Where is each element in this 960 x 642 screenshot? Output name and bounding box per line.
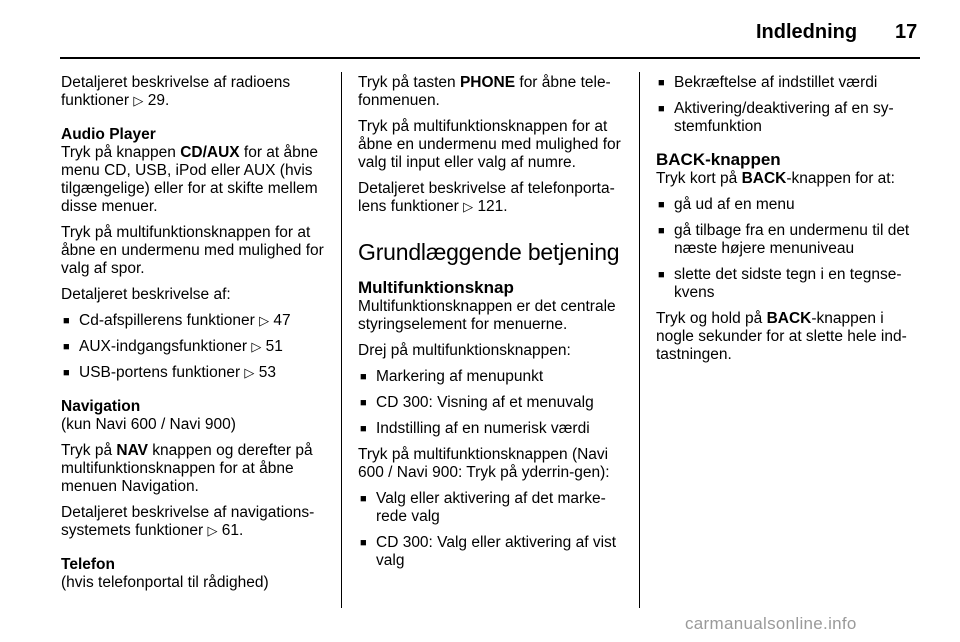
multifunction-paragraph-1: Multifunktionsknappen er det centrale styringselement for menuerne. [358, 298, 616, 333]
multifunction-paragraph-2: Drej på multifunktionsknappen: [358, 342, 571, 359]
watermark: carmanualsonline.info [685, 614, 857, 633]
nav-key: NAV [116, 442, 148, 459]
phone-paragraph-3: Detaljeret beskrivelse af telefonporta-lens funktioner ▷ 121. [358, 180, 615, 215]
multifunction-heading: Multifunktionsknap [358, 278, 514, 297]
phone-paragraph-1: Tryk på tasten PHONE for åbne tele-fonmenuen. [358, 74, 611, 109]
list-item: ■ CD 300: Valg eller aktivering af vist valg [358, 534, 626, 570]
list-item: ■ AUX-indgangsfunktioner ▷ 51 [61, 338, 329, 356]
reference-arrow-icon: ▷ [207, 523, 218, 538]
list-item: ■ Cd-afspillerens funktioner ▷ 47 [61, 312, 329, 330]
list-item: ■ Bekræftelse af indstillet værdi [656, 74, 924, 92]
navigation-heading: Navigation [61, 398, 141, 415]
phone-key: PHONE [459, 74, 516, 91]
telefon-subtitle: (hvis telefonportal til rådighed) [61, 574, 269, 591]
list-item: ■ CD 300: Visning af et menuvalg [358, 394, 626, 412]
navigation-paragraph-2: Detaljeret beskrivelse af navigations-systemets funktioner ▷ 61. [61, 504, 315, 539]
header-rule [60, 57, 920, 59]
reference-arrow-icon: ▷ [133, 93, 144, 108]
chapter-title: Indledning [756, 21, 858, 43]
column-divider-2 [639, 72, 640, 608]
list-item: ■ slette det sidste tegn i en tegnse-kvens [656, 266, 924, 302]
page-number: 17 [895, 21, 918, 43]
back-heading: BACK-knappen [656, 150, 781, 169]
press-list [358, 490, 626, 570]
intro-paragraph: Detaljeret beskrivelse af radioens funktioner ▷ 29. [61, 74, 291, 109]
audio-paragraph-3: Detaljeret beskrivelse af: [61, 286, 231, 303]
phone-paragraph-2: Tryk på multifunktionsknappen for at åbne en undermenu med mulighed for valg til input eller valg af numre. [358, 118, 621, 171]
navigation-paragraph-1: Tryk på NAV knappen og derefter på multifunktionsknappen for at åbne menuen Navigation. [61, 442, 313, 495]
list-item: ■ Valg eller aktivering af det marke-rede valg [358, 490, 626, 526]
column-divider-1 [341, 72, 342, 608]
reference-arrow-icon: ▷ [463, 199, 474, 214]
list-item: ■ Markering af menupunkt [358, 368, 626, 386]
reference-arrow-icon: ▷ [244, 365, 255, 380]
telefon-heading: Telefon [61, 556, 115, 573]
column-2 [358, 74, 626, 578]
back-list [656, 196, 924, 302]
navigation-subtitle: (kun Navi 600 / Navi 900) [61, 416, 236, 433]
list-item: ■ gå ud af en menu [656, 196, 924, 214]
column-3 [656, 74, 924, 372]
multifunction-paragraph-3: Tryk på multifunktionsknappen (Navi 600 / Navi 900: Tryk på yderrin-gen): [358, 446, 610, 481]
audio-paragraph-2: Tryk på multifunktionsknappen for at åbne en undermenu med mulighed for valg af spor. [61, 224, 324, 277]
back-key: BACK [766, 310, 812, 327]
list-item: ■ gå tilbage fra en undermenu til det næste højere menuniveau [656, 222, 924, 258]
press-list-continued [656, 74, 924, 136]
reference-arrow-icon: ▷ [251, 339, 262, 354]
back-paragraph-2: Tryk og hold på BACK-knappen i nogle sekunder for at slette hele ind-tastningen. [656, 310, 907, 363]
cd-aux-key: CD/AUX [180, 144, 240, 161]
audio-paragraph-1: Tryk på knappen CD/AUX for at åbne menu CD, USB, iPod eller AUX (hvis tilgængelige) eller for at skifte mellem disse menuer. [61, 144, 319, 215]
turn-list [358, 368, 626, 438]
list-item: ■ Indstilling af en numerisk værdi [358, 420, 626, 438]
list-item: ■ USB-portens funktioner ▷ 53 [61, 364, 329, 382]
list-item: ■ Aktivering/deaktivering af en sy-stemfunktion [656, 100, 924, 136]
page-header [0, 0, 960, 58]
audio-list [61, 312, 329, 382]
column-1 [61, 74, 329, 600]
audio-player-heading: Audio Player [61, 126, 156, 143]
reference-arrow-icon: ▷ [259, 313, 270, 328]
back-key: BACK [741, 170, 787, 187]
back-paragraph-1: Tryk kort på BACK-knappen for at: [656, 170, 895, 187]
section-heading: Grundlæggende betjening [358, 239, 620, 265]
